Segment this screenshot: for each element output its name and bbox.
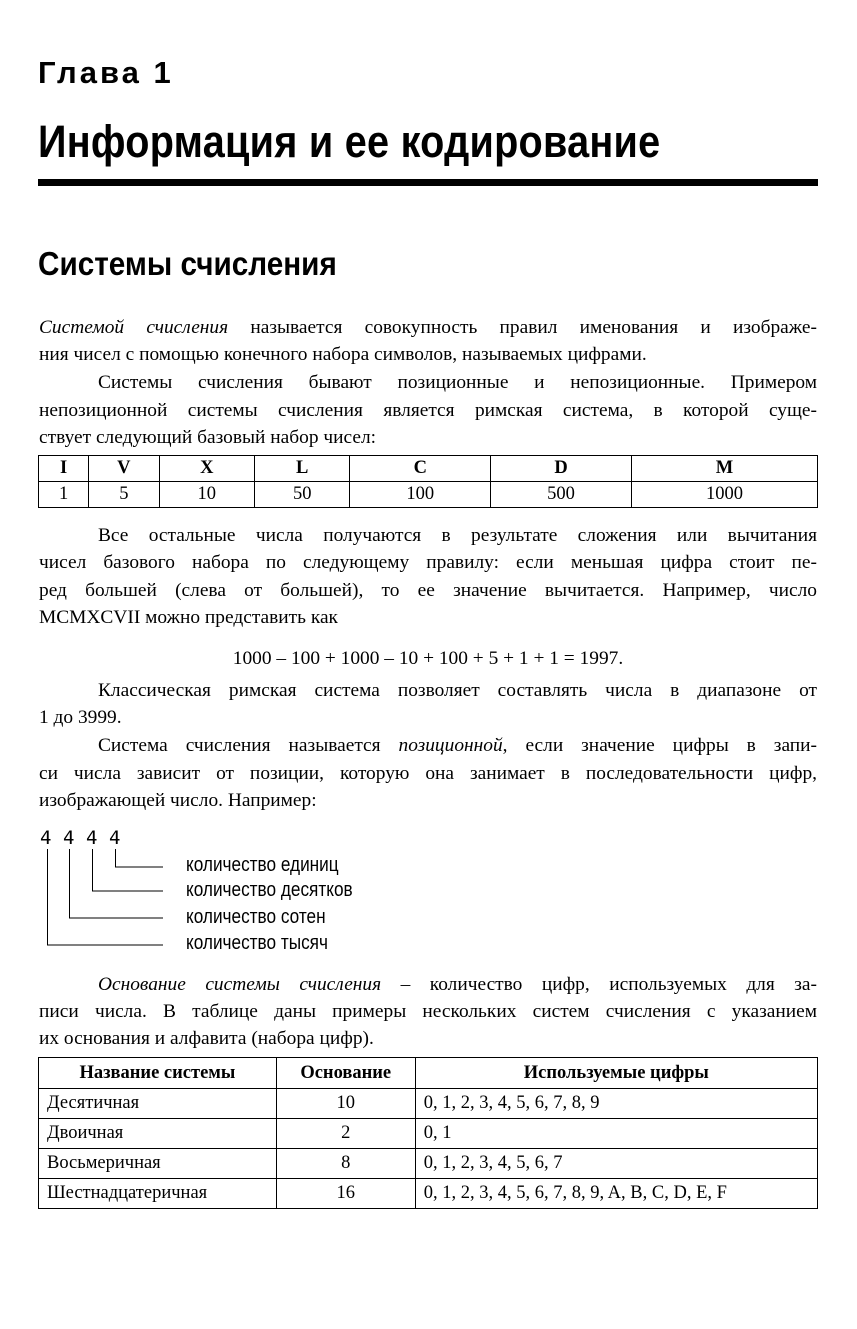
- paragraph-line: ствует следующий базовый набор чисел:: [39, 427, 377, 448]
- diagram-label-tens: количество десятков: [186, 879, 353, 901]
- table-cell: 0, 1, 2, 3, 4, 5, 6, 7: [415, 1149, 817, 1179]
- connector-units: [116, 849, 164, 867]
- table-header-cell: M: [631, 456, 817, 482]
- chapter-title: Информация и ее кодирование: [38, 116, 661, 167]
- table-cell: 5: [89, 482, 159, 508]
- text-span: Система счисления называется: [98, 735, 399, 756]
- table-cell: 1: [39, 482, 89, 508]
- chapter-divider: [38, 179, 818, 186]
- table-cell: 0, 1, 2, 3, 4, 5, 6, 7, 8, 9, A, B, C, D, E, F: [415, 1179, 817, 1209]
- diagram-label-hundreds: количество сотен: [186, 906, 326, 928]
- text-span: – количество цифр, используемых для за-: [381, 974, 817, 995]
- table-row: [39, 1089, 818, 1119]
- table-header-cell: I: [39, 456, 89, 482]
- table-cell: 0, 1: [415, 1119, 817, 1149]
- digit: 4: [109, 827, 121, 849]
- table-cell: 2: [276, 1119, 415, 1149]
- connector-tens: [93, 849, 164, 891]
- table-cell: Восьмеричная: [39, 1149, 277, 1179]
- paragraph-line: их основания и алфавита (набора цифр).: [39, 1028, 374, 1049]
- table-cell: 10: [276, 1089, 415, 1119]
- chapter-label: Глава 1: [38, 55, 174, 90]
- digit: 4: [63, 827, 75, 849]
- paragraph-line: [98, 732, 817, 759]
- table-header-cell: Название системы: [39, 1058, 277, 1089]
- paragraph-line: Все остальные числа получаются в результате сложения или вычитания: [98, 525, 817, 546]
- formula: 1000 – 100 + 1000 – 10 + 100 + 5 + 1 + 1 = 1997.: [232, 648, 624, 669]
- section-title: Системы счисления: [38, 245, 337, 282]
- table-header-cell: V: [89, 456, 159, 482]
- digit: 4: [40, 827, 52, 849]
- table-header-cell: Используемые цифры: [415, 1058, 817, 1089]
- table-cell: 500: [491, 482, 632, 508]
- paragraph-line: непозиционной системы счисления является римская система, в которой суще-: [39, 400, 817, 421]
- paragraph-line: изображающей число. Например:: [39, 790, 317, 811]
- text-span: называется совокупность правил именования и изображе-: [228, 317, 817, 338]
- number-systems-table: [38, 1057, 818, 1209]
- table-cell: 0, 1, 2, 3, 4, 5, 6, 7, 8, 9: [415, 1089, 817, 1119]
- term-italic: Системой счисления: [39, 317, 229, 338]
- roman-numerals-table: [38, 455, 818, 508]
- table-cell: 10: [159, 482, 254, 508]
- paragraph-line: ред большей (слева от большей), то ее значение вычитается. Например, число: [39, 580, 817, 601]
- paragraph-line: Классическая римская система позволяет составлять числа в диапазоне от: [98, 680, 817, 701]
- table-row: [39, 1149, 818, 1179]
- paragraph-line: чисел базового набора по следующему правилу: если меньшая цифра стоит пе-: [39, 552, 817, 573]
- table-row: [39, 1179, 818, 1209]
- diagram-label-thousands: количество тысяч: [186, 932, 328, 954]
- table-header-cell: C: [350, 456, 491, 482]
- connector-hundreds: [70, 849, 164, 918]
- table-cell: Шестнадцатеричная: [39, 1179, 277, 1209]
- paragraph-line: [39, 314, 817, 341]
- paragraph-line: ния чисел с помощью конечного набора символов, называемых цифрами.: [39, 344, 647, 365]
- paragraph-line: [98, 971, 817, 998]
- table-header-cell: Основание: [276, 1058, 415, 1089]
- table-cell: 100: [350, 482, 491, 508]
- table-cell: 16: [276, 1179, 415, 1209]
- table-cell: 8: [276, 1149, 415, 1179]
- table-header-row: [39, 456, 818, 482]
- table-row: [39, 482, 818, 508]
- paragraph-line: си числа зависит от позиции, которую она занимает в последовательности цифр,: [39, 763, 817, 784]
- digit: 4: [86, 827, 98, 849]
- diagram-label-units: количество единиц: [186, 854, 339, 876]
- table-cell: 50: [254, 482, 349, 508]
- table-cell: Десятичная: [39, 1089, 277, 1119]
- table-header-cell: X: [159, 456, 254, 482]
- text-span: , если значение цифры в запи-: [502, 735, 818, 756]
- term-italic: Основание системы счисления: [98, 974, 382, 995]
- table-header-cell: L: [254, 456, 349, 482]
- paragraph-line: Системы счисления бывают позиционные и непозиционные. Примером: [98, 372, 817, 393]
- table-cell: Двоичная: [39, 1119, 277, 1149]
- paragraph-line: писи числа. В таблице даны примеры нескольких систем счисления с указанием: [39, 1001, 817, 1022]
- table-header-row: [39, 1058, 818, 1089]
- table-row: [39, 1119, 818, 1149]
- positional-diagram: [38, 827, 438, 962]
- table-cell: 1000: [631, 482, 817, 508]
- table-header-cell: D: [491, 456, 632, 482]
- connector-thousands: [48, 849, 164, 945]
- paragraph-line: MCMXCVII можно представить как: [39, 607, 338, 628]
- paragraph-line: 1 до 3999.: [39, 707, 122, 728]
- term-italic: позиционной: [398, 735, 503, 756]
